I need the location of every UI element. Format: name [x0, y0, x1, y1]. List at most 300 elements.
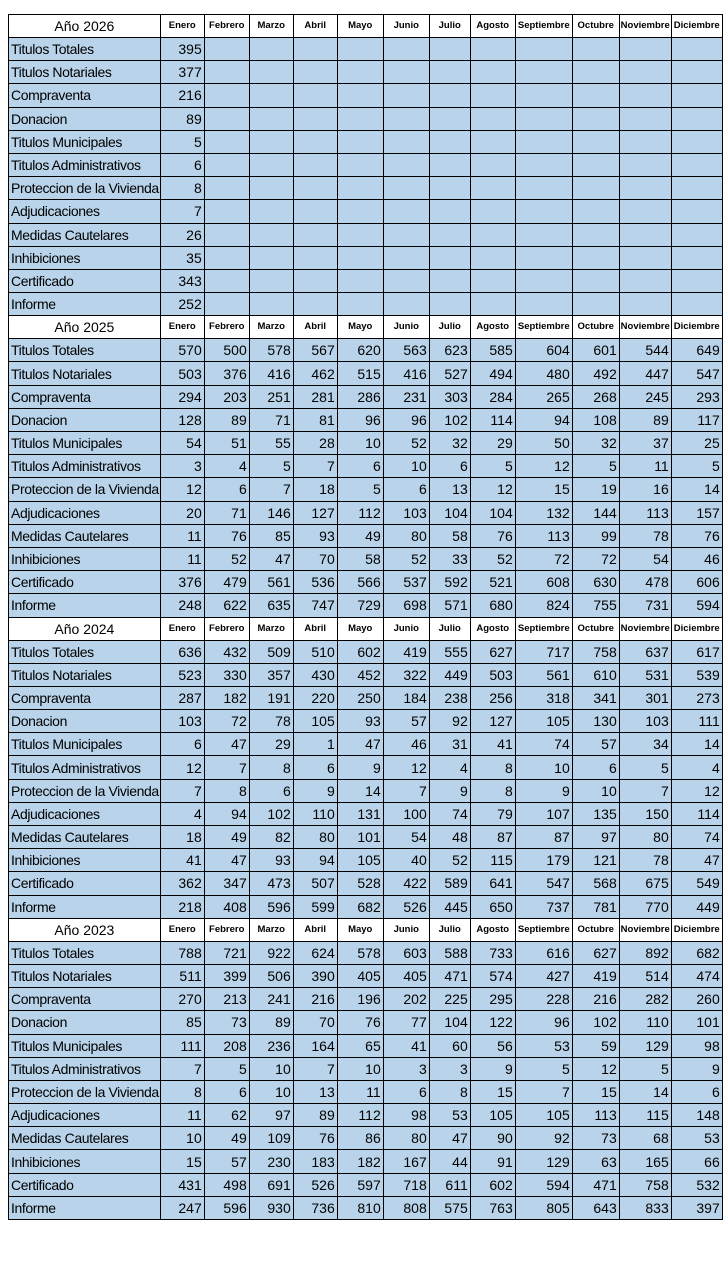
value-cell: 72 [572, 547, 619, 570]
value-cell: 218 [160, 895, 204, 918]
value-cell [293, 177, 337, 200]
value-cell: 574 [470, 964, 515, 987]
value-cell [293, 293, 337, 316]
value-cell: 376 [204, 362, 249, 385]
value-cell: 129 [619, 1034, 671, 1057]
table-row [9, 524, 723, 547]
value-cell: 492 [572, 362, 619, 385]
value-cell: 131 [337, 802, 383, 825]
value-cell: 256 [470, 686, 515, 709]
value-cell: 6 [429, 455, 470, 478]
value-cell: 14 [337, 779, 383, 802]
value-cell: 130 [572, 710, 619, 733]
row-label: Informe [9, 293, 161, 316]
value-cell: 729 [337, 594, 383, 617]
table-row [9, 455, 723, 478]
value-cell: 427 [515, 964, 572, 987]
value-cell [429, 107, 470, 130]
table-row [9, 1057, 723, 1080]
value-cell [383, 107, 429, 130]
table-row [9, 339, 723, 362]
value-cell: 471 [572, 1173, 619, 1196]
month-header: Enero [160, 918, 204, 941]
value-cell: 737 [515, 895, 572, 918]
value-cell: 13 [429, 478, 470, 501]
value-cell: 40 [383, 849, 429, 872]
value-cell: 755 [572, 594, 619, 617]
value-cell: 447 [619, 362, 671, 385]
value-cell: 54 [383, 826, 429, 849]
value-cell: 397 [671, 1196, 722, 1219]
table-row [9, 710, 723, 733]
row-label: Adjudicaciones [9, 802, 161, 825]
value-cell [572, 269, 619, 292]
value-cell: 89 [249, 1011, 293, 1034]
table-row [9, 1104, 723, 1127]
value-cell: 52 [204, 547, 249, 570]
value-cell: 608 [515, 571, 572, 594]
value-cell: 7 [619, 779, 671, 802]
value-cell [515, 84, 572, 107]
value-cell: 31 [429, 733, 470, 756]
value-cell: 503 [470, 663, 515, 686]
value-cell: 563 [383, 339, 429, 362]
value-cell [337, 61, 383, 84]
month-header: Julio [429, 15, 470, 38]
value-cell [429, 84, 470, 107]
value-cell: 25 [671, 432, 722, 455]
value-cell [293, 246, 337, 269]
row-label: Titulos Administrativos [9, 455, 161, 478]
value-cell [383, 84, 429, 107]
value-cell: 74 [671, 826, 722, 849]
value-cell: 322 [383, 663, 429, 686]
value-cell: 101 [671, 1011, 722, 1034]
table-row [9, 733, 723, 756]
value-cell [515, 177, 572, 200]
value-cell: 594 [671, 594, 722, 617]
value-cell: 236 [249, 1034, 293, 1057]
value-cell: 102 [249, 802, 293, 825]
value-cell: 9 [671, 1057, 722, 1080]
value-cell: 47 [204, 849, 249, 872]
value-cell: 781 [572, 895, 619, 918]
value-cell: 127 [293, 501, 337, 524]
value-cell [249, 84, 293, 107]
value-cell: 922 [249, 941, 293, 964]
value-cell: 318 [515, 686, 572, 709]
value-cell: 47 [249, 547, 293, 570]
value-cell [249, 153, 293, 176]
value-cell: 5 [572, 455, 619, 478]
value-cell: 449 [671, 895, 722, 918]
value-cell: 537 [383, 571, 429, 594]
row-label: Inhibiciones [9, 849, 161, 872]
value-cell [671, 84, 722, 107]
value-cell: 303 [429, 385, 470, 408]
row-label: Compraventa [9, 988, 161, 1011]
table-row [9, 408, 723, 431]
value-cell [671, 107, 722, 130]
value-cell: 620 [337, 339, 383, 362]
value-cell: 72 [515, 547, 572, 570]
value-cell: 6 [204, 1080, 249, 1103]
row-label: Titulos Notariales [9, 362, 161, 385]
value-cell: 8 [429, 1080, 470, 1103]
value-cell [337, 84, 383, 107]
value-cell: 216 [160, 84, 204, 107]
value-cell: 6 [160, 153, 204, 176]
month-header: Junio [383, 316, 429, 339]
value-cell [204, 153, 249, 176]
value-cell [470, 223, 515, 246]
value-cell [572, 293, 619, 316]
value-cell: 419 [572, 964, 619, 987]
value-cell: 347 [204, 872, 249, 895]
month-header: Marzo [249, 918, 293, 941]
value-cell: 11 [160, 547, 204, 570]
value-cell: 5 [619, 1057, 671, 1080]
value-cell: 47 [337, 733, 383, 756]
month-header: Mayo [337, 918, 383, 941]
value-cell [572, 153, 619, 176]
value-cell: 111 [671, 710, 722, 733]
value-cell: 5 [249, 455, 293, 478]
value-cell [204, 61, 249, 84]
value-cell: 10 [337, 1057, 383, 1080]
value-cell: 15 [160, 1150, 204, 1173]
value-cell: 55 [249, 432, 293, 455]
value-cell: 422 [383, 872, 429, 895]
value-cell: 284 [470, 385, 515, 408]
value-cell [572, 246, 619, 269]
value-cell [671, 246, 722, 269]
value-cell [383, 223, 429, 246]
value-cell [249, 130, 293, 153]
row-label: Proteccion de la Vivienda [9, 478, 161, 501]
value-cell: 594 [515, 1173, 572, 1196]
value-cell [249, 107, 293, 130]
value-cell: 416 [249, 362, 293, 385]
value-cell: 824 [515, 594, 572, 617]
value-cell: 617 [671, 640, 722, 663]
value-cell: 102 [429, 408, 470, 431]
value-cell: 637 [619, 640, 671, 663]
row-label: Titulos Totales [9, 339, 161, 362]
value-cell: 682 [671, 941, 722, 964]
value-cell: 208 [204, 1034, 249, 1057]
table-row [9, 84, 723, 107]
value-cell [429, 246, 470, 269]
table-row [9, 1173, 723, 1196]
value-cell: 146 [249, 501, 293, 524]
value-cell: 592 [429, 571, 470, 594]
value-cell: 5 [204, 1057, 249, 1080]
value-cell: 511 [160, 964, 204, 987]
value-cell: 97 [249, 1104, 293, 1127]
value-cell: 7 [515, 1080, 572, 1103]
value-cell: 183 [293, 1150, 337, 1173]
value-cell: 44 [429, 1150, 470, 1173]
year-header-row [9, 316, 723, 339]
value-cell: 599 [293, 895, 337, 918]
table-row [9, 61, 723, 84]
value-cell: 471 [429, 964, 470, 987]
table-row [9, 1080, 723, 1103]
table-row [9, 246, 723, 269]
month-header: Julio [429, 617, 470, 640]
value-cell: 717 [515, 640, 572, 663]
month-header: Diciembre [671, 918, 722, 941]
value-cell: 6 [671, 1080, 722, 1103]
value-cell: 532 [671, 1173, 722, 1196]
value-cell [572, 130, 619, 153]
value-cell: 265 [515, 385, 572, 408]
value-cell: 4 [671, 756, 722, 779]
value-cell: 5 [619, 756, 671, 779]
value-cell: 9 [470, 1057, 515, 1080]
month-header: Octubre [572, 15, 619, 38]
value-cell: 604 [515, 339, 572, 362]
row-label: Medidas Cautelares [9, 1127, 161, 1150]
value-cell: 238 [429, 686, 470, 709]
value-cell: 14 [671, 733, 722, 756]
value-cell: 930 [249, 1196, 293, 1219]
row-label: Titulos Totales [9, 941, 161, 964]
value-cell [337, 38, 383, 61]
value-cell: 46 [383, 733, 429, 756]
value-cell: 66 [671, 1150, 722, 1173]
row-label: Inhibiciones [9, 246, 161, 269]
value-cell: 129 [515, 1150, 572, 1173]
value-cell: 10 [249, 1080, 293, 1103]
value-cell [383, 246, 429, 269]
month-header: Agosto [470, 918, 515, 941]
value-cell: 479 [204, 571, 249, 594]
value-cell: 220 [293, 686, 337, 709]
value-cell [383, 177, 429, 200]
value-cell: 73 [204, 1011, 249, 1034]
value-cell [337, 153, 383, 176]
table-row [9, 1127, 723, 1150]
value-cell [515, 38, 572, 61]
table-row [9, 872, 723, 895]
value-cell [671, 223, 722, 246]
year-title: Año 2024 [9, 617, 161, 640]
value-cell [470, 293, 515, 316]
value-cell: 12 [515, 455, 572, 478]
value-cell: 603 [383, 941, 429, 964]
value-cell: 758 [572, 640, 619, 663]
value-cell: 49 [337, 524, 383, 547]
table-row [9, 200, 723, 223]
value-cell: 48 [429, 826, 470, 849]
table-row [9, 594, 723, 617]
month-header: Octubre [572, 617, 619, 640]
month-header: Septiembre [515, 316, 572, 339]
value-cell [429, 200, 470, 223]
value-cell [249, 61, 293, 84]
month-header: Febrero [204, 918, 249, 941]
value-cell: 578 [337, 941, 383, 964]
value-cell: 10 [160, 1127, 204, 1150]
value-cell [337, 107, 383, 130]
value-cell: 527 [429, 362, 470, 385]
value-cell: 57 [572, 733, 619, 756]
value-cell: 121 [572, 849, 619, 872]
value-cell: 571 [429, 594, 470, 617]
row-label: Informe [9, 1196, 161, 1219]
value-cell: 90 [470, 1127, 515, 1150]
value-cell: 62 [204, 1104, 249, 1127]
value-cell [515, 130, 572, 153]
value-cell: 165 [619, 1150, 671, 1173]
table-row [9, 964, 723, 987]
month-header: Septiembre [515, 617, 572, 640]
value-cell [515, 200, 572, 223]
value-cell [470, 177, 515, 200]
value-cell: 113 [515, 524, 572, 547]
value-cell: 60 [429, 1034, 470, 1057]
value-cell: 132 [515, 501, 572, 524]
value-cell: 81 [293, 408, 337, 431]
value-cell: 135 [572, 802, 619, 825]
value-cell: 68 [619, 1127, 671, 1150]
month-header: Abril [293, 617, 337, 640]
value-cell: 1 [293, 733, 337, 756]
table-row [9, 756, 723, 779]
value-cell [249, 246, 293, 269]
value-cell: 12 [160, 478, 204, 501]
value-cell: 419 [383, 640, 429, 663]
value-cell: 29 [249, 733, 293, 756]
value-cell: 549 [671, 872, 722, 895]
row-label: Adjudicaciones [9, 501, 161, 524]
value-cell: 622 [204, 594, 249, 617]
value-cell: 56 [470, 1034, 515, 1057]
value-cell [572, 223, 619, 246]
value-cell: 108 [572, 408, 619, 431]
value-cell: 91 [470, 1150, 515, 1173]
value-cell [671, 177, 722, 200]
value-cell: 721 [204, 941, 249, 964]
year-header-row [9, 15, 723, 38]
table-row [9, 779, 723, 802]
value-cell: 5 [470, 455, 515, 478]
value-cell: 87 [470, 826, 515, 849]
value-cell: 103 [160, 710, 204, 733]
value-cell: 589 [429, 872, 470, 895]
value-cell: 395 [160, 38, 204, 61]
value-cell: 431 [160, 1173, 204, 1196]
value-cell: 103 [383, 501, 429, 524]
value-cell [337, 269, 383, 292]
table-row [9, 501, 723, 524]
value-cell: 5 [160, 130, 204, 153]
value-cell: 12 [383, 756, 429, 779]
value-cell: 500 [204, 339, 249, 362]
value-cell: 92 [515, 1127, 572, 1150]
row-label: Medidas Cautelares [9, 524, 161, 547]
value-cell: 650 [470, 895, 515, 918]
value-cell [619, 223, 671, 246]
value-cell: 763 [470, 1196, 515, 1219]
value-cell: 770 [619, 895, 671, 918]
value-cell: 805 [515, 1196, 572, 1219]
row-label: Titulos Totales [9, 640, 161, 663]
value-cell [619, 107, 671, 130]
value-cell [249, 177, 293, 200]
value-cell: 52 [470, 547, 515, 570]
row-label: Informe [9, 895, 161, 918]
row-label: Donacion [9, 107, 161, 130]
value-cell: 405 [383, 964, 429, 987]
value-cell: 248 [160, 594, 204, 617]
value-cell: 57 [383, 710, 429, 733]
value-cell: 105 [515, 710, 572, 733]
row-label: Compraventa [9, 686, 161, 709]
month-header: Diciembre [671, 15, 722, 38]
value-cell: 52 [383, 432, 429, 455]
month-header: Septiembre [515, 918, 572, 941]
month-header: Abril [293, 918, 337, 941]
value-cell: 94 [293, 849, 337, 872]
value-cell [249, 269, 293, 292]
value-cell: 93 [249, 849, 293, 872]
value-cell: 430 [293, 663, 337, 686]
value-cell: 601 [572, 339, 619, 362]
value-cell: 480 [515, 362, 572, 385]
month-header: Noviembre [619, 316, 671, 339]
value-cell [671, 153, 722, 176]
value-cell: 20 [160, 501, 204, 524]
value-cell: 80 [619, 826, 671, 849]
value-cell [293, 153, 337, 176]
row-label: Adjudicaciones [9, 1104, 161, 1127]
value-cell [515, 269, 572, 292]
value-cell [204, 246, 249, 269]
table-row [9, 849, 723, 872]
value-cell: 18 [160, 826, 204, 849]
month-header: Octubre [572, 316, 619, 339]
value-cell: 77 [383, 1011, 429, 1034]
value-cell: 630 [572, 571, 619, 594]
value-cell [619, 61, 671, 84]
value-cell: 228 [515, 988, 572, 1011]
value-cell: 115 [470, 849, 515, 872]
value-cell [204, 130, 249, 153]
value-cell: 47 [429, 1127, 470, 1150]
value-cell: 78 [249, 710, 293, 733]
value-cell: 102 [572, 1011, 619, 1034]
value-cell [572, 200, 619, 223]
value-cell: 698 [383, 594, 429, 617]
value-cell: 7 [249, 478, 293, 501]
value-cell: 561 [515, 663, 572, 686]
value-cell [515, 61, 572, 84]
value-cell: 225 [429, 988, 470, 1011]
value-cell: 636 [160, 640, 204, 663]
value-cell: 245 [619, 385, 671, 408]
value-cell [515, 107, 572, 130]
value-cell [671, 130, 722, 153]
row-label: Titulos Municipales [9, 733, 161, 756]
value-cell: 100 [383, 802, 429, 825]
value-cell: 144 [572, 501, 619, 524]
value-cell: 182 [204, 686, 249, 709]
statistics-table [8, 14, 723, 1220]
value-cell: 616 [515, 941, 572, 964]
